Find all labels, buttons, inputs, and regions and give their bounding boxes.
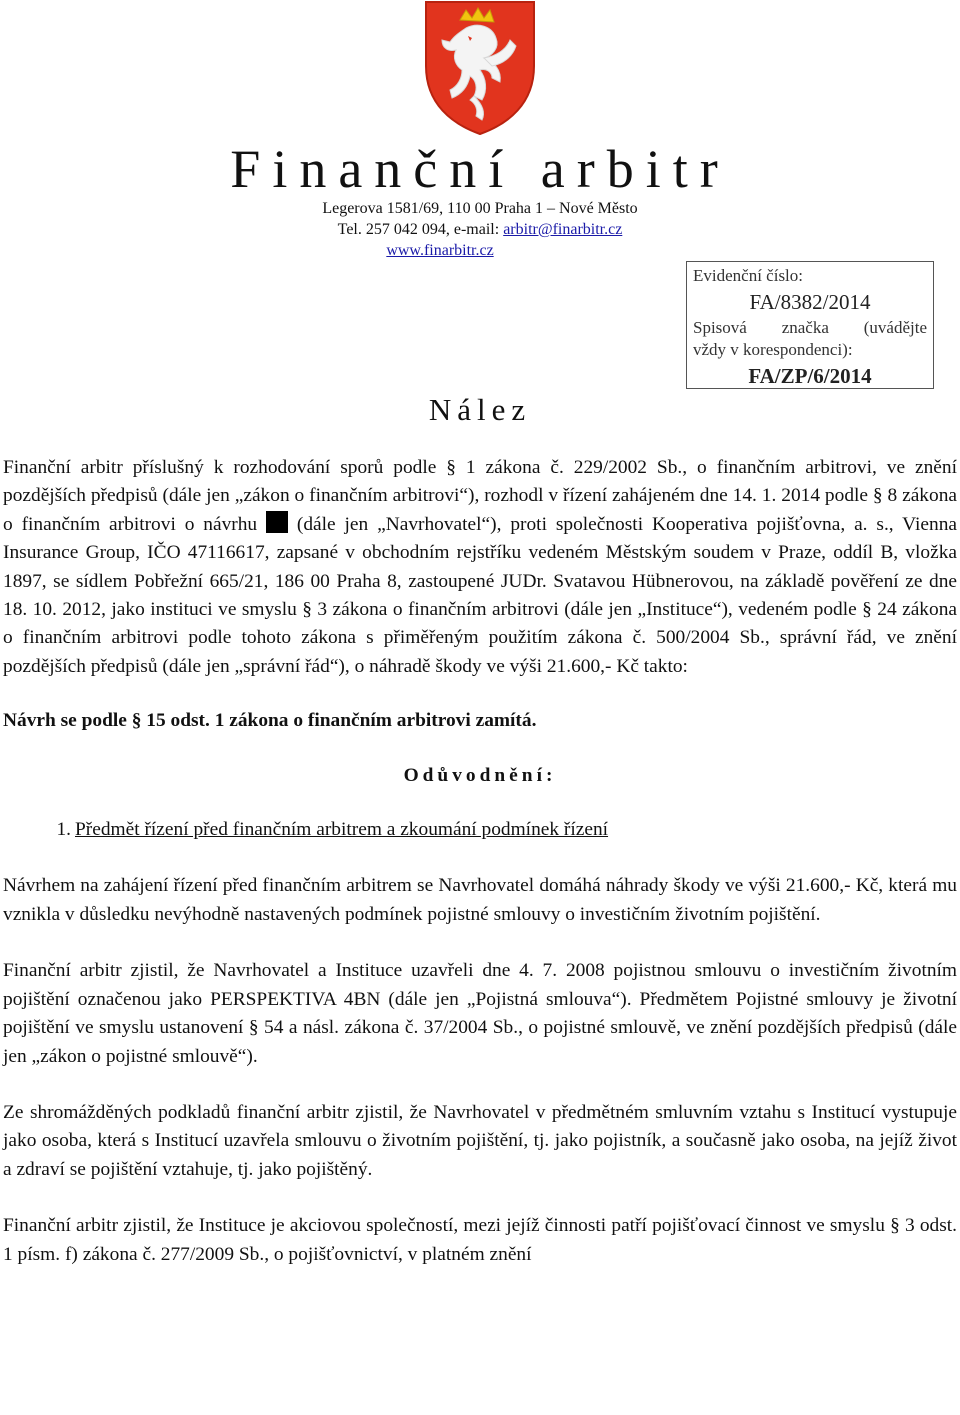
section-title: Předmět řízení před finančním arbitrem a zkoumání podmínek řízení xyxy=(75,819,609,841)
evidence-number-label: Evidenční číslo: xyxy=(693,266,804,285)
evidence-number: FA/8382/2014 xyxy=(749,290,871,314)
contact-block xyxy=(0,198,960,261)
phone-email-line xyxy=(0,219,960,240)
section-number: 1. xyxy=(56,819,71,841)
address: Legerova 1581/69, 110 00 Praha 1 – Nové Město xyxy=(322,200,638,217)
evidence-number-box xyxy=(686,261,934,389)
paragraph-institution: Finanční arbitr zjistil, že Instituce je akciovou společností, mezi jejíž činnosti patří pojišťovací činnost ve smyslu § 3 odst. 1 písm. f) zákona č. 277/2009 Sb., o pojišťovnictví, v platném znění xyxy=(3,1215,957,1265)
file-mark: FA/ZP/6/2014 xyxy=(748,364,872,388)
phone-label: Tel. 257 042 094, e-mail: xyxy=(337,221,504,238)
intro-text-part-2: (dále jen „Navrhovatel“), proti společnosti Kooperativa pojišťovna, a. s., Vienna Insurance Group, IČO 47116617, zapsané v obchodním rejstříku vedeném Městským soudem v Praze, oddíl B, vložka 1897, se sídlem Pobřežní 665/21, 186 00 Praha 8, zastoupené JUDr. Svatavou Hübnerovou, na základě pověření ze dne 18. 10. 2012, jako instituci ve smyslu § 3 zákona o finančním arbitrovi (dále jen „Instituce“), vedeném podle § 24 zákona o finančním arbitrovi podle tohoto zákona s přiměřeným použitím zákona č. 500/2004 Sb., správní řád, ve znění pozdějších předpisů (dále jen „správní řád“), o náhradě škody ve výši 21.600,- Kč takto: xyxy=(3,513,958,677)
document-type-heading: Nález xyxy=(428,392,532,427)
paragraph-claim: Návrhem na zahájení řízení před finančním arbitrem se Navrhovatel domáhá náhrady škody ve výši 21.600,- Kč, která mu vznikla v důsledku nevýhodně nastavených podmínek pojistné smlouvy o investičním životním pojištění. xyxy=(3,875,957,925)
page-title: Finanční arbitr xyxy=(230,139,730,199)
verdict: Návrh se podle § 15 odst. 1 zákona o finančním arbitrovi zamítá. xyxy=(3,710,537,732)
intro-paragraph xyxy=(3,454,957,681)
paragraph-contract: Finanční arbitr zjistil, že Navrhovatel a Instituce uzavřeli dne 4. 7. 2008 pojistnou smlouvu o investičním životním pojištění označenou jako PERSPEKTIVA 4BN (dále jen „Pojistná smlouva“). Předmětem Pojistné smlouvy je životní pojištění ve smyslu ustanovení § 54 a násl. zákona č. 37/2004 Sb., o pojistné smlouvě, ve znění pozdějších předpisů (dále jen „zákon o pojistné smlouvě“). xyxy=(3,960,957,1067)
document-body xyxy=(3,454,957,1269)
section-heading xyxy=(3,816,957,844)
paragraph-parties: Ze shromážděných podkladů finanční arbitr zjistil, že Navrhovatel v předmětném smluvním vztahu s Institucí vystupuje jako osoba, která s Institucí uzavřela smlouvu o životním pojištění, tj. jako pojistník, a současně jako osoba, na jejíž život a zdraví se pojištění vztahuje, tj. jako pojištěný. xyxy=(3,1101,957,1180)
file-mark-label-2: vždy v korespondenci): xyxy=(693,340,853,359)
email-link[interactable]: arbitr@finarbitr.cz xyxy=(503,221,623,238)
website-link[interactable]: www.finarbitr.cz xyxy=(386,242,494,259)
reasoning-heading: Odůvodnění: xyxy=(403,764,557,786)
redaction-box xyxy=(266,511,288,533)
file-mark-label-1: Spisová značka (uvádějte xyxy=(693,318,927,337)
czech-coat-of-arms-logo xyxy=(422,0,538,136)
intro-text-part-1: Finanční arbitr příslušný k rozhodování sporů podle § 1 zákona č. 229/2002 Sb., o finančním arbitrovi, ve znění pozdějších předpisů (dále jen „zákon o finančním arbitrovi“), rozhodl v řízení zahájeném dne 14. 1. 2014 podle § 8 zákona o finančním arbitrovi o návrhu xyxy=(3,457,957,535)
